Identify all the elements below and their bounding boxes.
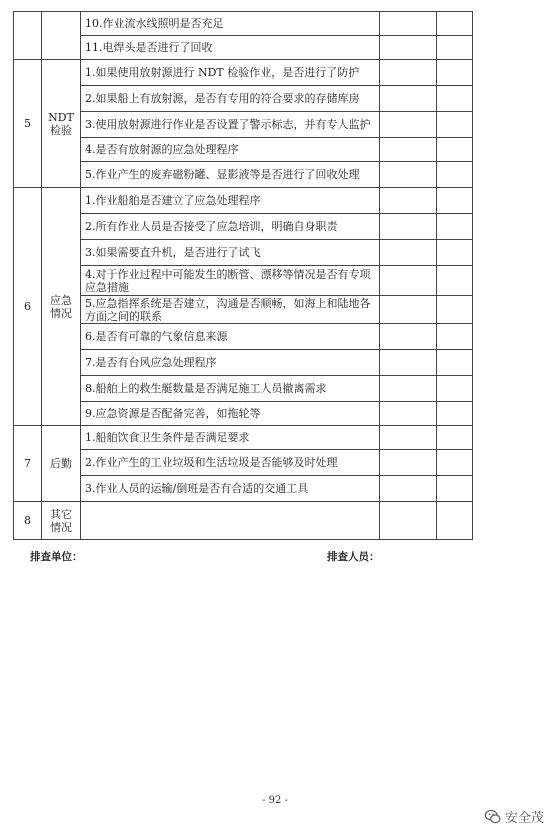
result-cell — [380, 60, 437, 86]
remark-cell — [437, 426, 473, 450]
result-cell — [380, 12, 437, 36]
table-row — [14, 324, 473, 350]
table-row — [14, 86, 473, 112]
result-cell — [380, 426, 437, 450]
section-number: 5 — [14, 60, 42, 188]
section-number: 8 — [14, 502, 42, 540]
result-cell — [380, 162, 437, 188]
inspect-unit-label: 排查单位： — [30, 551, 83, 563]
remark-cell — [437, 188, 473, 214]
table-row — [14, 266, 473, 296]
remark-cell — [437, 296, 473, 324]
section-number: 6 — [14, 188, 42, 426]
remark-cell — [437, 60, 473, 86]
result-cell — [380, 450, 437, 476]
table-row — [14, 60, 473, 86]
table-row — [14, 214, 473, 240]
check-item: 10.作业流水线照明是否充足 — [81, 12, 380, 36]
remark-cell — [437, 502, 473, 540]
result-cell — [380, 476, 437, 502]
result-cell — [380, 402, 437, 426]
remark-cell — [437, 240, 473, 266]
check-item: 6.是否有可靠的气象信息来源 — [81, 324, 380, 350]
remark-cell — [437, 36, 473, 60]
section-category: 其它 情况 — [42, 502, 81, 540]
remark-cell — [437, 402, 473, 426]
result-cell — [380, 36, 437, 60]
remark-cell — [437, 376, 473, 402]
table-row — [14, 36, 473, 60]
table-row — [14, 402, 473, 426]
table-row — [14, 112, 473, 138]
result-cell — [380, 324, 437, 350]
result-cell — [380, 188, 437, 214]
wechat-icon — [484, 808, 502, 826]
result-cell — [380, 296, 437, 324]
remark-cell — [437, 112, 473, 138]
result-cell — [380, 376, 437, 402]
result-cell — [380, 112, 437, 138]
check-item: 4.对于作业过程中可能发生的断管、漂移等情况是否有专项应急措施 — [81, 266, 380, 296]
result-cell — [380, 86, 437, 112]
remark-cell — [437, 266, 473, 296]
check-item: 2.所有作业人员是否接受了应急培训，明确自身职责 — [81, 214, 380, 240]
result-cell — [380, 214, 437, 240]
result-cell — [380, 266, 437, 296]
remark-cell — [437, 86, 473, 112]
remark-cell — [437, 324, 473, 350]
table-row — [14, 376, 473, 402]
remark-cell — [437, 450, 473, 476]
table-row — [14, 12, 473, 36]
check-item: 1.如果使用放射源进行 NDT 检验作业，是否进行了防护 — [81, 60, 380, 86]
check-item: 11.电焊头是否进行了回收 — [81, 36, 380, 60]
remark-cell — [437, 476, 473, 502]
section-category — [42, 12, 81, 60]
table-row — [14, 502, 473, 540]
table-row — [14, 426, 473, 450]
remark-cell — [437, 350, 473, 376]
table-row — [14, 162, 473, 188]
inspector-label: 排查人员： — [327, 551, 380, 563]
check-item: 5.作业产生的废弃磁粉罐、显影液等是否进行了回收处理 — [81, 162, 380, 188]
table-row — [14, 188, 473, 214]
check-item: 4.是否有放射源的应急处理程序 — [81, 138, 380, 162]
section-number: 7 — [14, 426, 42, 502]
check-item: 5.应急指挥系统是否建立，沟通是否顺畅，如海上和陆地各方面之间的联系 — [81, 296, 380, 324]
table-row — [14, 138, 473, 162]
check-item: 2.如果船上有放射源，是否有专用的符合要求的存储库房 — [81, 86, 380, 112]
section-category: 后勤 — [42, 426, 81, 502]
check-item: 3.如果需要直升机，是否进行了试飞 — [81, 240, 380, 266]
table-row — [14, 476, 473, 502]
check-item — [81, 502, 380, 540]
result-cell — [380, 502, 437, 540]
section-category: NDT 检验 — [42, 60, 81, 188]
remark-cell — [437, 214, 473, 240]
watermark — [484, 807, 544, 826]
remark-cell — [437, 138, 473, 162]
remark-cell — [437, 12, 473, 36]
table-row — [14, 240, 473, 266]
check-item: 1.船舶饮食卫生条件是否满足要求 — [81, 426, 380, 450]
check-item: 7.是否有台风应急处理程序 — [81, 350, 380, 376]
result-cell — [380, 138, 437, 162]
section-category: 应急 情况 — [42, 188, 81, 426]
table-row — [14, 450, 473, 476]
result-cell — [380, 240, 437, 266]
section-number — [14, 12, 42, 60]
table-row — [14, 296, 473, 324]
check-item: 2.作业产生的工业垃圾和生活垃圾是否能够及时处理 — [81, 450, 380, 476]
table-row — [14, 350, 473, 376]
remark-cell — [437, 162, 473, 188]
check-item: 1.作业船舶是否建立了应急处理程序 — [81, 188, 380, 214]
result-cell — [380, 350, 437, 376]
check-item: 8.船舶上的救生艇数量是否满足施工人员撤离需求 — [81, 376, 380, 402]
checklist-table — [13, 11, 473, 540]
check-item: 9.应急资源是否配备完善，如拖轮等 — [81, 402, 380, 426]
watermark-text: 安全茂 — [504, 811, 544, 826]
page-number: - 92 - — [262, 795, 288, 806]
check-item: 3.作业人员的运输/倒班是否有合适的交通工具 — [81, 476, 380, 502]
check-item: 3.使用放射源进行作业是否设置了警示标志，并有专人监护 — [81, 112, 380, 138]
